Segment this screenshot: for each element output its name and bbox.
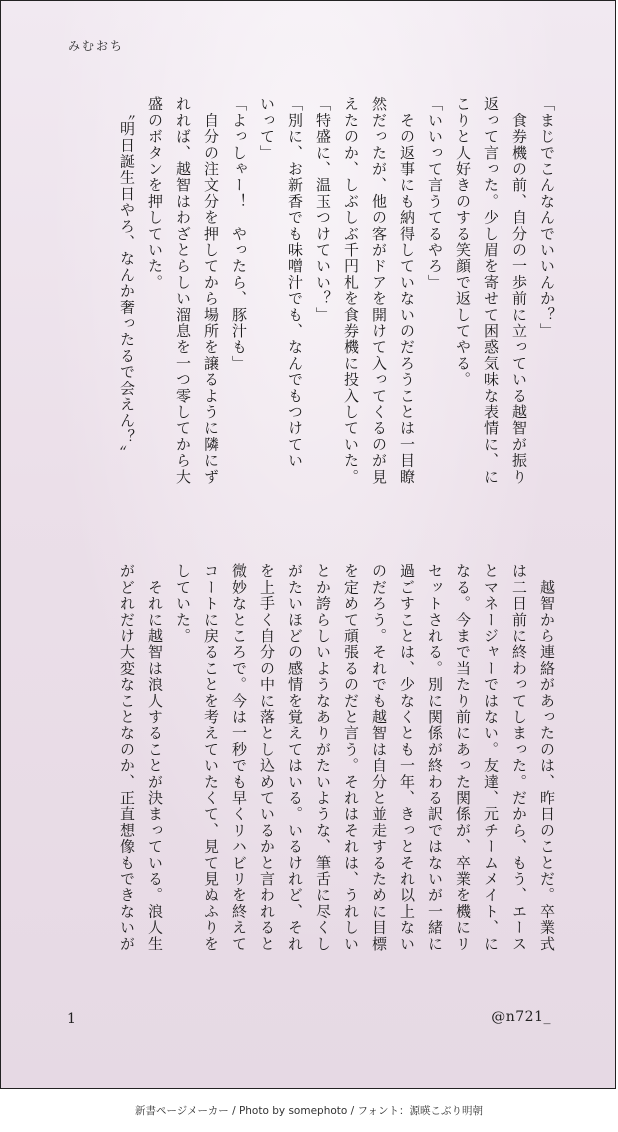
page-number: 1: [67, 1011, 76, 1027]
page-header-title: みむおち: [68, 39, 125, 53]
body-text-upper: 「まじでこんなんでいいんか？」 食券機の前、自分の一歩前に立っている越智が振り 返って言った。少し眉を寄せて困惑気味な表情に、に こりと人好きのする笑顔で返してやる。 「いいって言うてるやろ」 その返事にも納得していないのだろうことは一目瞭 然だったが、他の客がドアを開けて入ってくるのが見 えたのか、しぶしぶ千円札を食券機に投入していた。 「特盛に、温玉つけていい？」 「別に、お新香でも味噌汁でも、なんでもつけてい いって」 「よっしゃー！ やったら、豚汁も」 自分の注文分を押してから場所を譲るように隣にず れれば、越智はわざとらしい溜息を一つ零してから大 盛のボタンを押していた。 〝明日誕生日やろ、なんか奢ったるで会えん？〟: [118, 96, 556, 485]
body-text-lower: 越智から連絡があったのは、昨日のことだ。卒業式 は二日前に終わってしまった。だから、もう、エース とマネージャーではない。友達、元チームメイト、に なる。今まで当たり前にあった関係が、卒業を機にリ セットされる。別に関係が終わる訳ではないが一緒に 過ごすことは、少なくとも一年、きっとそれ以上ない のだろう。それでも越智は自分と並走するために目標 を定めて頑張るのだと言う。それはそれは、うれしい とか誇らしいようなありがたいような、筆舌に尽くし がたいほどの感情を覚えてはいる。いるけれど、それ を上手く自分の中に落とし込めているかと言われると 微妙なところで。今は一秒でも早くリハビリを終えて コートに戻ることを考えていたくて、見て見ぬふりを していた。 それに越智は浪人することが決まっている。浪人生 がどれだけ大変なことなのか、正直想像もできないが: [118, 563, 556, 952]
credit-line: 新書ページメーカー / Photo by somephoto / フォント：源暎こぶり明朝: [134, 1105, 484, 1117]
author-handle: @n721_: [491, 1009, 551, 1025]
